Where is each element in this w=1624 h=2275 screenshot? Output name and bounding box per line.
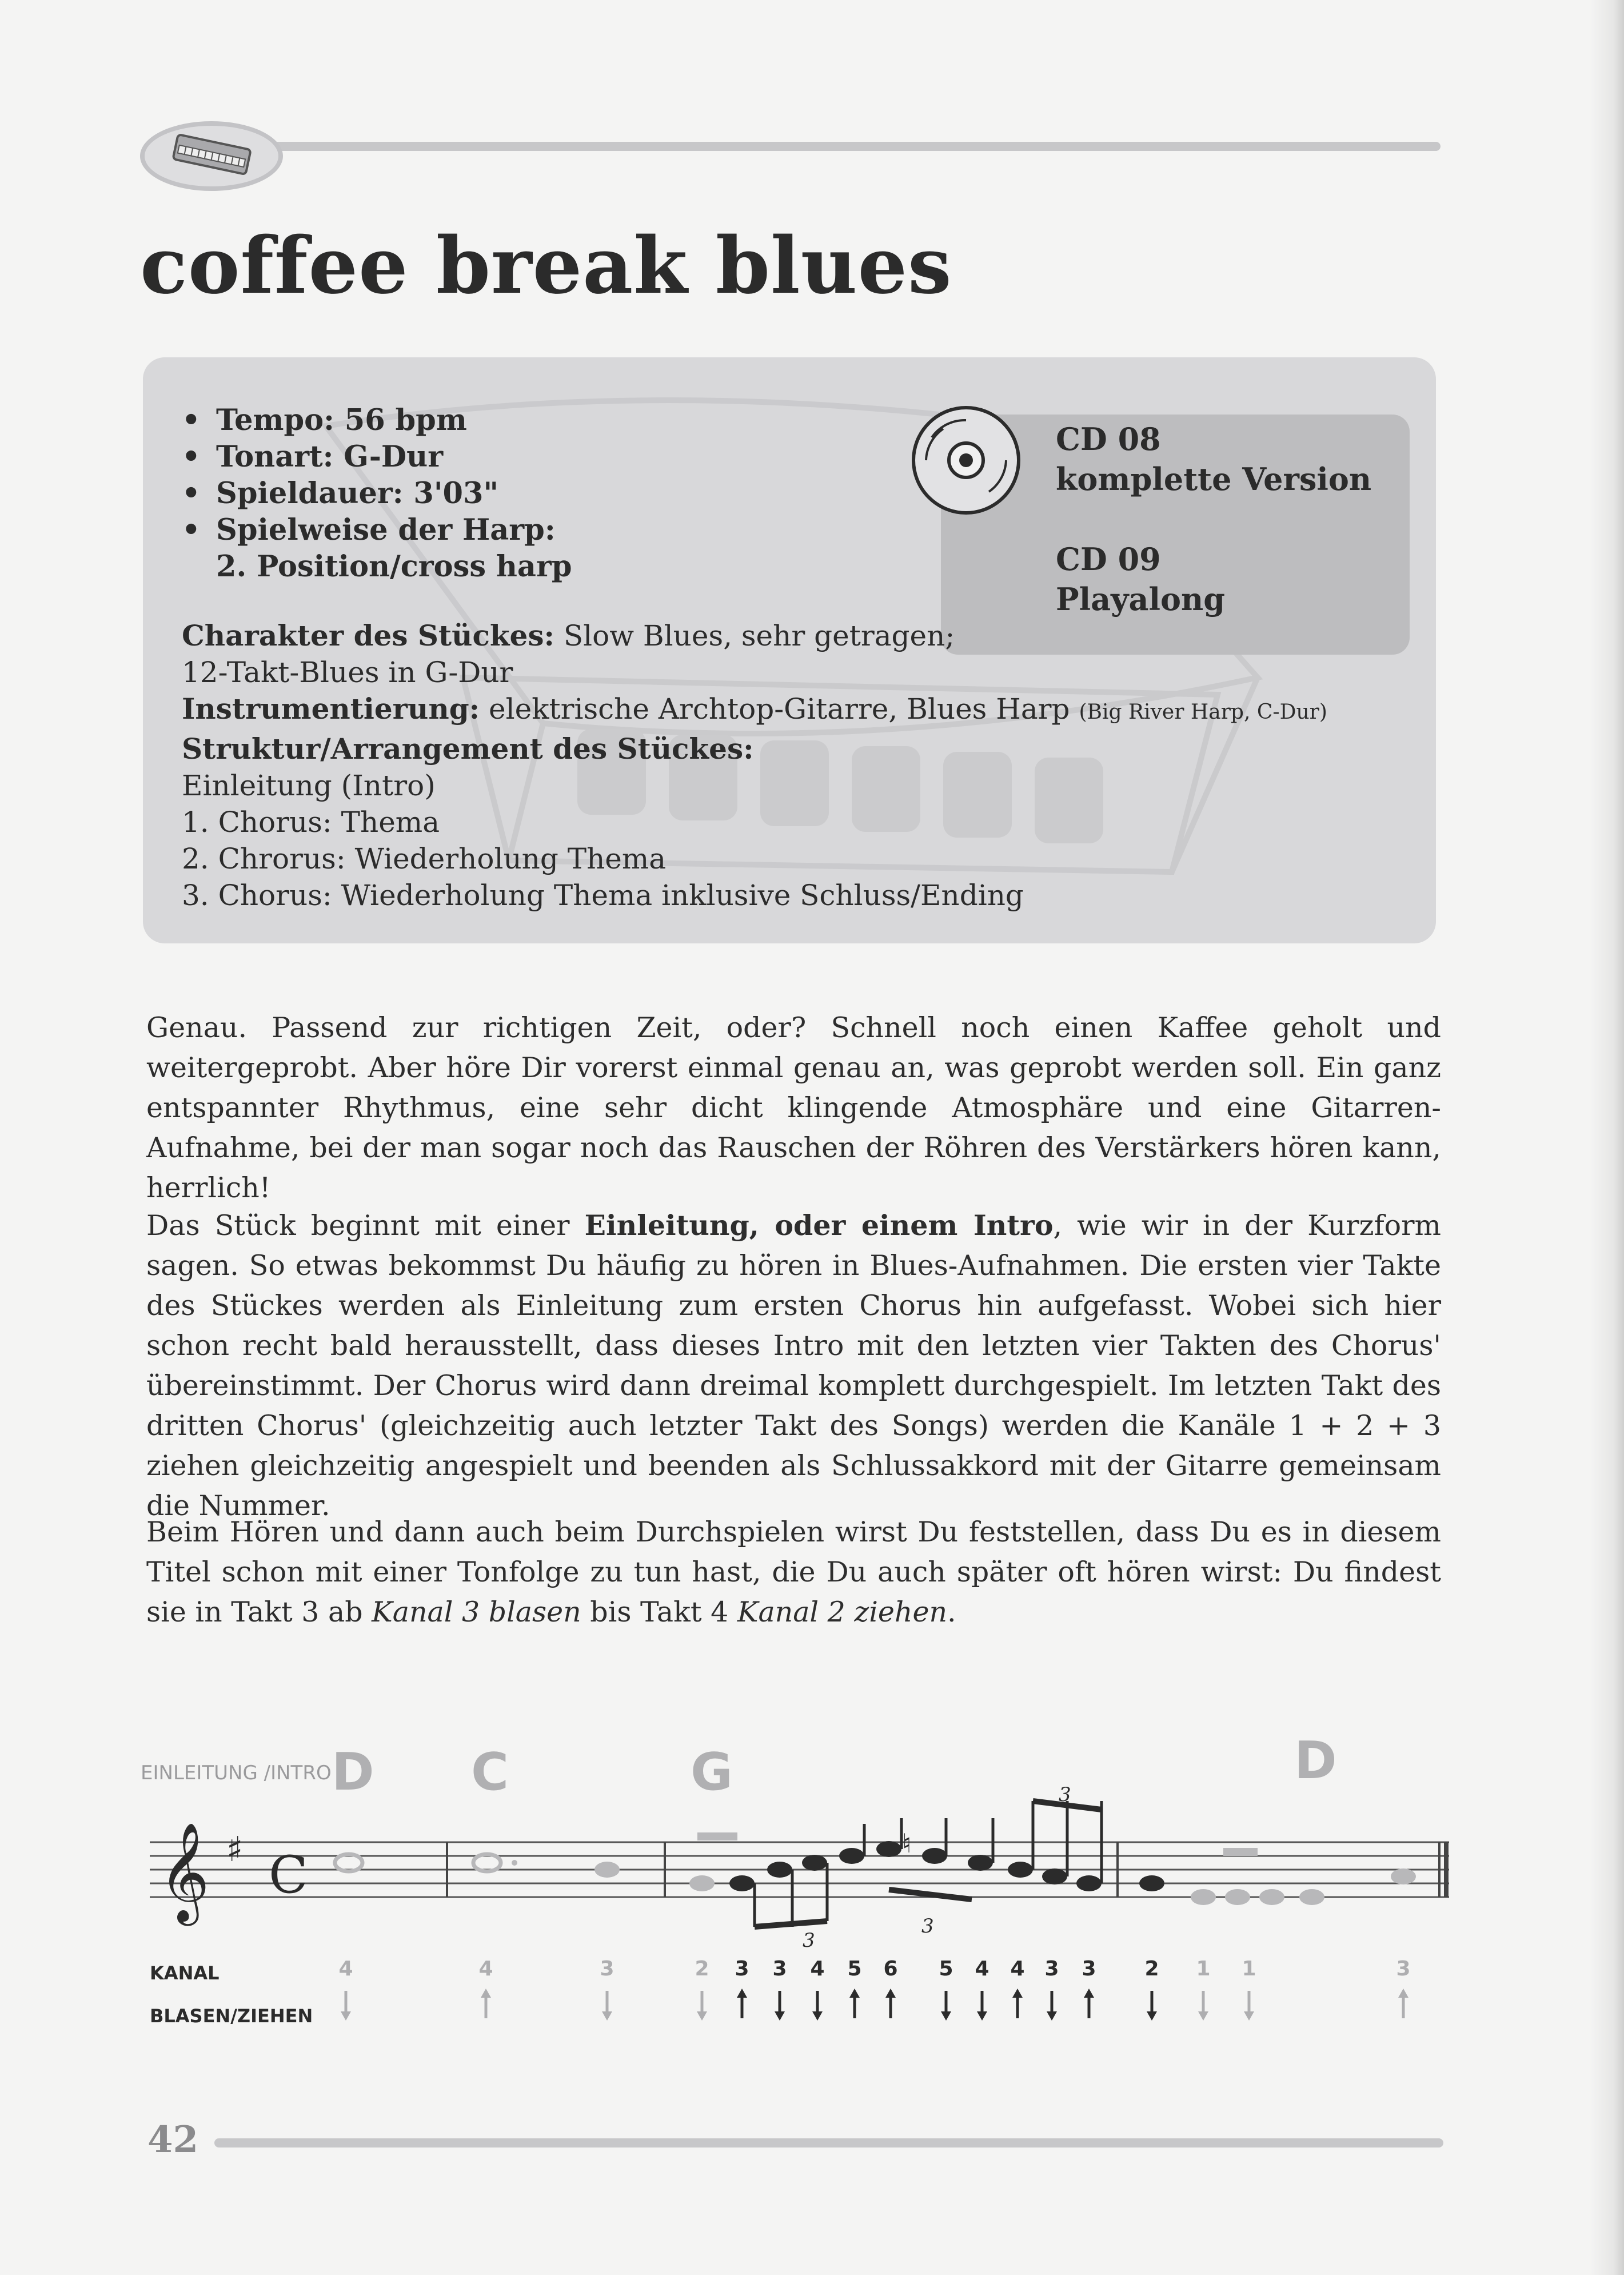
arrow-up-icon — [737, 1989, 747, 1998]
arrow-down-icon — [602, 2011, 612, 2021]
note — [1191, 1889, 1216, 1905]
tab-channel-number: 4 — [478, 1957, 493, 1981]
paragraph-intro: Genau. Passend zur richtigen Zeit, oder? Schnell noch einen Kaffee geholt und weitergeprobt. Aber höre Dir vorerst einmal genau an, was geprobt werden soll. Ein ganz entspannter Rhythmus, eine sehr dicht klingende Atmosphäre und eine Gitarren-Aufnahme, bei der man sogar noch das Rauschen der Röhren des Verstärkers hören kann, herrlich! — [146, 1011, 1441, 1204]
tab-channel-number: 3 — [1396, 1957, 1411, 1981]
note — [1225, 1889, 1250, 1905]
tab-channel-number: 4 — [975, 1957, 989, 1981]
arrow-down-icon — [812, 2011, 823, 2021]
chord-symbol: C — [471, 1742, 509, 1802]
note — [1076, 1875, 1102, 1891]
key-signature-sharp: ♯ — [226, 1830, 244, 1870]
charakter-line: Charakter des Stückes: Slow Blues, sehr getragen; — [182, 619, 955, 652]
struktur-item: 1. Chorus: Thema — [182, 806, 440, 839]
struktur-item: 2. Chrorus: Wiederholung Thema — [182, 842, 667, 875]
tab-channel-number: 1 — [1196, 1957, 1211, 1981]
arrow-up-icon — [849, 1989, 860, 1998]
tab-channel-number: 6 — [883, 1957, 898, 1981]
dot — [512, 1860, 517, 1866]
tab-channel-number: 4 — [338, 1957, 353, 1981]
tab-channel-number: 2 — [695, 1957, 709, 1981]
arrow-up-icon — [885, 1989, 896, 1998]
chord-symbol: D — [1294, 1731, 1337, 1791]
tab-channel-number: 3 — [600, 1957, 615, 1981]
note — [1299, 1889, 1324, 1905]
info-item-tonart: • Tonart: G-Dur — [182, 440, 444, 474]
info-item-tempo: • Tempo: 56 bpm — [182, 403, 467, 437]
page-title: coffee break blues — [140, 220, 952, 312]
instrumentierung-line: Instrumentierung: elektrische Archtop-Gitarre, Blues Harp (Big River Harp, C-Dur) — [182, 692, 1327, 726]
info-item-spieldauer: • Spieldauer: 3'03" — [182, 476, 499, 511]
note — [767, 1862, 792, 1878]
arrow-down-icon — [341, 2011, 351, 2021]
arrow-up-icon — [1012, 1989, 1023, 1998]
tab-channel-number: 3 — [1082, 1957, 1096, 1981]
arrow-down-icon — [697, 2011, 707, 2021]
harp-tab-row — [338, 1957, 1410, 2021]
note — [1139, 1875, 1164, 1891]
paragraph-structure: Das Stück beginnt mit einer Einleitung, oder einem Intro, wie wir in der Kurzform sagen. So etwas bekommst Du häufig zu hören in Blues-Aufnahmen. Die ersten vier Takte des Stückes werden als Einleitung zum ersten Chorus hin aufgefasst. Wobei sich hier schon recht bald herausstellt, dass dieses Intro mit den letzten vier Takten des Chorus' übereinstimmt. Der Chorus wird dann dreimal komplett durchgespielt. Im letzten Takt des dritten Chorus' (gleichzeitig auch letzter Takt des Songs) werden die Kanäle 1 + 2 + 3 ziehen gleichzeitig angespielt und beenden als Schlussakkord mit der Gitarre gemeinsam die Nummer. — [146, 1209, 1441, 1522]
note — [1259, 1889, 1284, 1905]
struktur-item: 3. Chorus: Wiederholung Thema inklusive Schluss/Ending — [182, 879, 1024, 912]
tab-channel-number: 3 — [735, 1957, 749, 1981]
note — [876, 1841, 901, 1857]
cd-track-08: CD 08 — [1056, 421, 1161, 457]
note — [922, 1848, 947, 1864]
tab-channel-number: 2 — [1144, 1957, 1159, 1981]
note — [839, 1848, 864, 1864]
tab-channel-number: 3 — [772, 1957, 787, 1981]
tab-row-label-kanal: KANAL — [150, 1962, 220, 1984]
note — [968, 1855, 993, 1871]
struktur-item: Einleitung (Intro) — [182, 769, 436, 802]
page-number: 42 — [147, 2118, 199, 2161]
tab-channel-number: 4 — [810, 1957, 825, 1981]
arrow-up-icon — [481, 1989, 491, 1998]
section-label: EINLEITUNG /INTRO — [141, 1762, 332, 1784]
note — [1008, 1862, 1033, 1878]
arrow-down-icon — [977, 2011, 987, 2021]
arrow-up-icon — [1084, 1989, 1094, 1998]
rest — [1223, 1848, 1258, 1856]
footer-rule — [214, 2138, 1443, 2147]
arrow-down-icon — [941, 2011, 951, 2021]
time-signature: C — [269, 1845, 308, 1905]
note — [729, 1875, 755, 1891]
charakter-line-2: 12-Takt-Blues in G-Dur — [182, 656, 513, 689]
triplet-mark: 3 — [1059, 1783, 1071, 1806]
note — [689, 1875, 715, 1891]
note — [1391, 1868, 1416, 1884]
treble-clef: 𝄞 — [159, 1822, 210, 1922]
note — [802, 1855, 827, 1871]
tab-channel-number: 5 — [847, 1957, 862, 1981]
tab-channel-number: 4 — [1010, 1957, 1025, 1981]
rest — [697, 1832, 737, 1840]
arrow-down-icon — [1198, 2011, 1208, 2021]
tab-channel-number: 3 — [1044, 1957, 1059, 1981]
note — [594, 1862, 620, 1878]
tab-row-label-direction: BLASEN/ZIEHEN — [150, 2005, 313, 2027]
arrow-down-icon — [1244, 2011, 1254, 2021]
paragraph-tonfolge: Beim Hören und dann auch beim Durchspielen wirst Du feststellen, dass Du es in diesem Titel schon mit einer Tonfolge zu tun hast, die Du auch später oft hören wirst: Du findest sie in Takt 3 ab Kanal 3 blasen bis Takt 4 Kanal 2 ziehen. — [146, 1516, 1441, 1628]
cd-track-08-desc: komplette Version — [1056, 461, 1372, 497]
note — [1042, 1868, 1067, 1884]
tab-channel-number: 5 — [939, 1957, 953, 1981]
arrow-up-icon — [1398, 1989, 1408, 1998]
arrow-down-icon — [775, 2011, 785, 2021]
cd-track-09: CD 09 — [1056, 541, 1161, 577]
natural-sign: ♮ — [902, 1828, 912, 1859]
arrow-down-icon — [1147, 2011, 1157, 2021]
chord-symbol: G — [691, 1742, 733, 1802]
triplet-mark: 3 — [921, 1915, 934, 1938]
tab-channel-number: 1 — [1242, 1957, 1256, 1981]
triplet-mark: 3 — [803, 1929, 815, 1952]
cd-track-09-desc: Playalong — [1056, 581, 1226, 617]
chord-symbol: D — [332, 1742, 374, 1802]
info-item-spielweise: • Spielweise der Harp: — [182, 513, 556, 547]
arrow-down-icon — [1047, 2011, 1057, 2021]
info-item-spielweise-value: 2. Position/cross harp — [216, 549, 572, 584]
struktur-heading: Struktur/Arrangement des Stückes: — [182, 732, 754, 766]
